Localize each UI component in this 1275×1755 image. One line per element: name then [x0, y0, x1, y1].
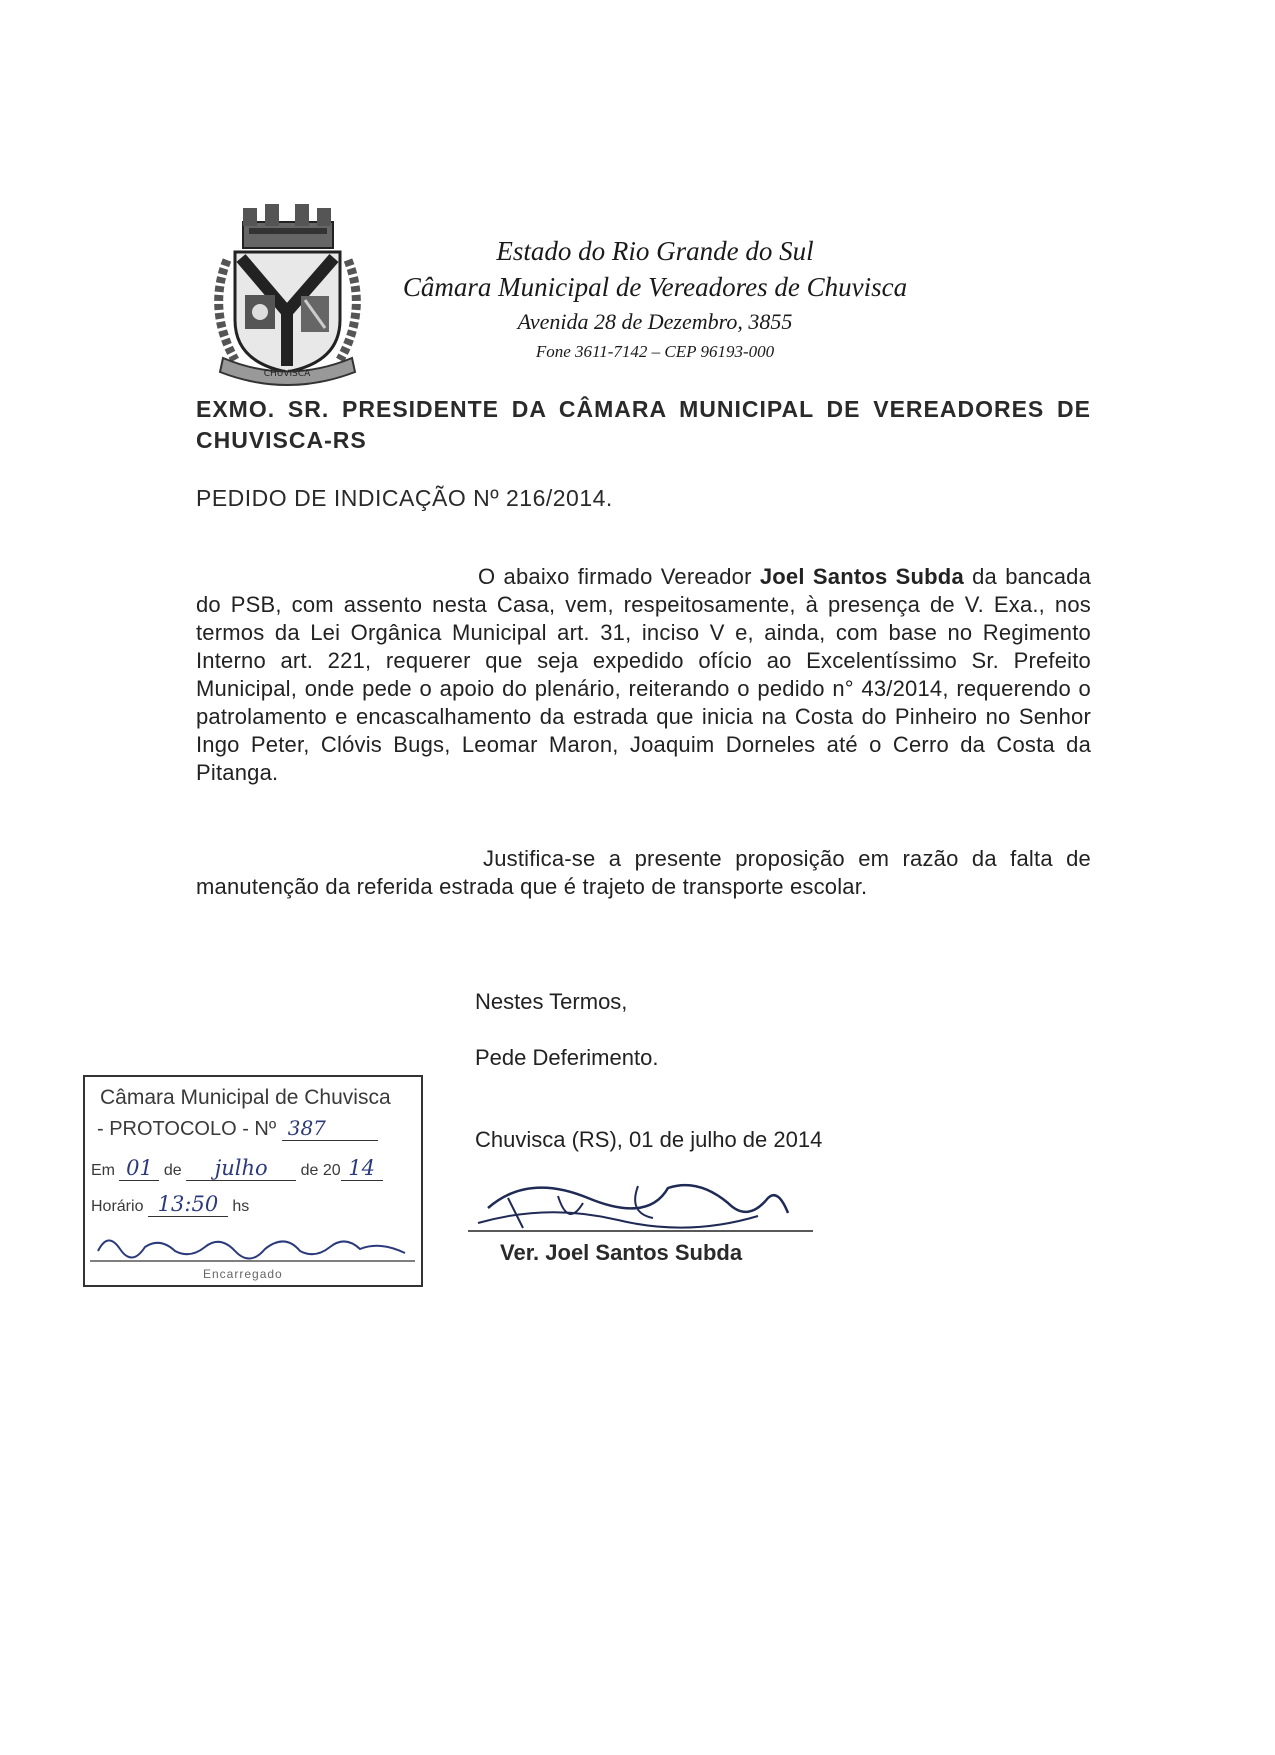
justification-paragraph: Justifica-se a presente proposição em razão da falta de manutenção da referida estrada que é trajeto de transporte escolar.: [196, 846, 1091, 899]
stamp-month: julho: [186, 1156, 296, 1181]
place-date: Chuvisca (RS), 01 de julho de 2014: [475, 1127, 823, 1152]
letterhead-contact: Fone 3611-7142 – CEP 96193-000: [535, 342, 775, 361]
stamp-em-label: Em: [91, 1162, 115, 1179]
stamp-time-label: Horário: [91, 1198, 144, 1215]
signatory-name: Ver. Joel Santos Subda: [500, 1240, 743, 1265]
stamp-day: 01: [119, 1156, 159, 1181]
stamp-protocol-line: [97, 1116, 378, 1141]
stamp-time: 13:50: [148, 1192, 228, 1217]
request-title: PEDIDO DE INDICAÇÃO Nº 216/2014.: [196, 485, 613, 511]
stamp-year: 14: [341, 1156, 383, 1181]
crest-banner-text: CHUVISCA: [263, 369, 311, 379]
stamp-year-label: de 20: [300, 1162, 341, 1179]
letterhead-state: Estado do Rio Grande do Sul: [496, 236, 814, 266]
stamp-de-label: de: [163, 1162, 182, 1179]
municipal-crest-icon: [205, 200, 370, 390]
paragraph-text-after: da bancada do PSB, com assento nesta Casa, vem, respeitosamente, à presença de V. Exa., nos termos da Lei Orgânica Municipal art. 31, inciso V e, ainda, com base no Regimento Interno art. 221, requerer que seja expedido ofício ao Excelentíssimo Sr. Prefeito Municipal, onde pede o apoio do plenário, reiterando o pedido n° 43/2014, requerendo o patrolamento e encascalhamento da estrada que inicia na Costa do Pinheiro no Senhor Ingo Peter, Clóvis Bugs, Leomar Maron, Joaquim Dorneles até o Cerro da Costa da Pitanga.: [196, 564, 1092, 785]
stamp-protocol-number: 387: [282, 1116, 378, 1141]
paragraph-text-before: O abaixo firmado Vereador: [478, 564, 760, 589]
closing-request: Pede Deferimento.: [475, 1045, 659, 1070]
stamp-hs-label: hs: [232, 1198, 250, 1215]
councilor-name: Joel Santos Subda: [759, 564, 964, 589]
request-paragraph: [196, 563, 1091, 787]
letterhead-chamber: Câmara Municipal de Vereadores de Chuvisca: [402, 272, 908, 302]
stamp-time-line: [91, 1192, 249, 1217]
handwritten-signature: [468, 1168, 818, 1238]
closing-terms: Nestes Termos,: [475, 989, 628, 1014]
stamp-date-line: [91, 1156, 421, 1181]
protocol-stamp: [83, 1075, 423, 1287]
stamp-chamber-name: Câmara Municipal de Chuvisca: [100, 1086, 391, 1109]
stamp-protocol-label: - PROTOCOLO - Nº: [97, 1118, 277, 1140]
stamp-clerk-signature: [90, 1229, 415, 1265]
addressee: EXMO. SR. PRESIDENTE DA CÂMARA MUNICIPAL DE VEREADORES DE CHUVISCA-RS: [196, 396, 1091, 453]
letterhead-address: Avenida 28 de Dezembro, 3855: [517, 309, 793, 334]
stamp-footer: Encarregado: [203, 1267, 283, 1281]
